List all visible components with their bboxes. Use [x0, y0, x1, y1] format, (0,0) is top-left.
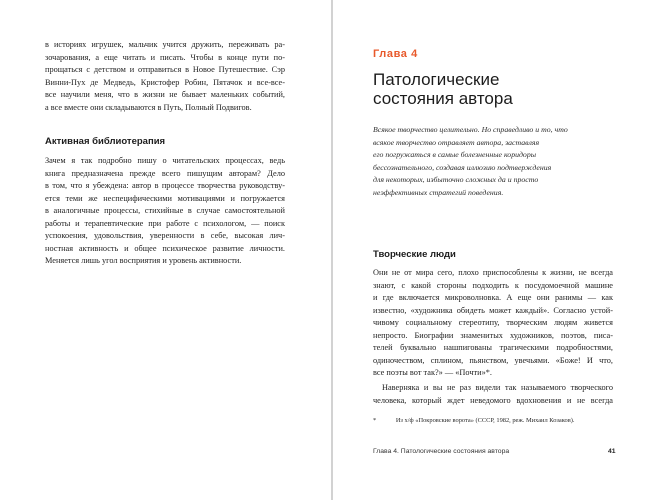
- text-line: человека, который ждет неведомого вдохновения и не всегда: [373, 395, 613, 405]
- chapter-label: Глава 4: [373, 48, 418, 60]
- text-line: Винни-Пух де Медведь, Кристофер Робин, Пятачок и все-все-: [45, 77, 285, 87]
- page-number: 41: [608, 448, 616, 455]
- right-paragraph-2: [373, 382, 613, 407]
- epigraph-line: неэффективных стратегий поведения.: [373, 187, 504, 197]
- text-line: ется теми же неспецифическими мотивациями и погружается: [45, 193, 285, 203]
- text-line: успокоения, удовольствия, уверенности в себе, высокая лич-: [45, 231, 285, 240]
- text-line: Зачем я так подробно пишу о читательских процессах, ведь: [45, 156, 285, 165]
- epigraph-line: для некоторых, избыточно сложных да и просто: [373, 175, 539, 184]
- text-line: в том, что я убеждена: автор в процессе творчества руководству-: [45, 181, 285, 190]
- running-head: Глава 4. Патологические состояния автора: [373, 448, 510, 455]
- text-line: работы и терапевтические при работе с психологом, — поиск: [45, 218, 285, 228]
- text-line: все научили меня, что в жизни не бывает маленьких событий,: [45, 90, 285, 99]
- epigraph-line: всякое творчество отравляет автора, заставляя: [373, 137, 540, 147]
- text-line: в аналогичные процессы, стихийные в случае самостоятельной: [45, 206, 285, 215]
- section-heading-bibliotherapy: Активная библиотерапия: [45, 136, 166, 147]
- text-line: в историях игрушек, мальчик учится дружить, переживать ра-: [45, 40, 285, 49]
- text-line: одиночеством, сплином, пьянством, увечьями. «Боже! И что,: [373, 355, 613, 365]
- text-line: прощаться с детством и отправиться в Новое Путешествие. Сэр: [45, 65, 285, 74]
- text-line: знают, с какой стороны подходить к посудомоечной машине: [373, 280, 613, 290]
- left-paragraph-2: [45, 155, 285, 268]
- text-line: ностная активность и общее психическое развитие личности.: [45, 243, 285, 253]
- left-paragraph-1: [45, 39, 285, 114]
- text-line: известно, «художника обидеть может каждый». Согласно устой-: [373, 305, 613, 315]
- right-paragraph-1: [373, 267, 613, 380]
- chapter-title: [373, 70, 513, 108]
- chapter-title-line: состояния автора: [373, 89, 513, 108]
- epigraph-line: Всякое творчество целительно. Но справедливо и то, что: [373, 125, 568, 134]
- text-line: чивому социальному стереотипу, творческим людям живется: [373, 318, 613, 327]
- footnote-mark: *: [373, 417, 377, 424]
- text-line: зочарования, а еще читать и писать. Чтобы в конце пути по-: [45, 52, 285, 62]
- text-line: непросто. Биографии знаменитых художников, поэтов, писа-: [373, 330, 613, 340]
- chapter-title-line: Патологические: [373, 70, 500, 89]
- text-line: все поэты вот так?» — «Почти»*.: [373, 368, 492, 377]
- text-line: телей буквально нашпигованы трагическими подробностями,: [373, 343, 613, 352]
- left-page: [0, 0, 331, 500]
- text-line: а все вместе они складываются в Путь, Полный Подвигов.: [45, 102, 252, 112]
- footnote-text: Из х/ф «Покровские ворота» (СССР, 1982, реж. Михаил Козаков).: [395, 417, 575, 424]
- right-page: [333, 0, 665, 500]
- epigraph-line: его погружаться в самые болезненные коридоры: [373, 150, 537, 159]
- text-line: Наверняка и вы не раз видели так называемого творческого: [382, 383, 613, 392]
- text-line: Меняется лишь угол восприятия и уровень активности.: [45, 256, 242, 265]
- footnote: [373, 416, 633, 425]
- epigraph: [373, 124, 613, 199]
- epigraph-line: бессознательного, создавая иллюзию подтверждения: [373, 162, 552, 172]
- text-line: книга предназначена прежде всего пишущим авторам? Дело: [45, 168, 285, 178]
- section-heading-creative-people: Творческие люди: [373, 249, 456, 260]
- text-line: Они не от мира сего, плохо приспособлены к жизни, не всегда: [373, 268, 613, 277]
- text-line: и где включается микроволновка. А еще они ранимы — как: [373, 293, 613, 302]
